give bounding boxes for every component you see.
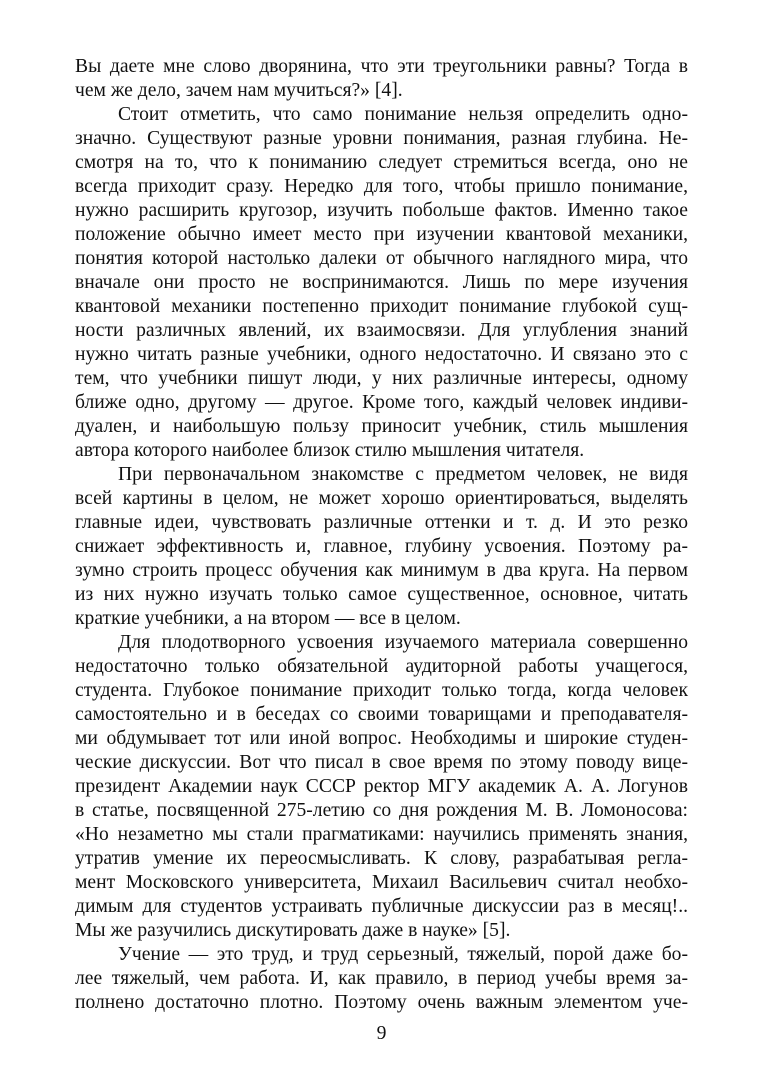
text-line: Учение — это труд, и труд серьезный, тяжелый, порой даже бо- bbox=[118, 944, 688, 965]
paragraph-1 bbox=[75, 55, 688, 103]
text-line: квантовой механики постепенно приходит понимание глубокой сущ- bbox=[75, 296, 688, 317]
text-line: краткие учебники, а на втором — все в целом. bbox=[75, 608, 461, 629]
text-line: нужно расширить кругозор, изучить побольше фактов. Именно такое bbox=[75, 200, 688, 221]
text-line: положение обычно имеет место при изучении квантовой механики, bbox=[75, 224, 688, 245]
text-line: мент Московского университета, Михаил Васильевич считал необхо- bbox=[75, 872, 688, 893]
text-line: Для плодотворного усвоения изучаемого материала совершенно bbox=[118, 632, 688, 653]
text-line: понятия которой настолько далеки от обычного наглядного мира, что bbox=[75, 248, 688, 269]
page-number: 9 bbox=[376, 1023, 387, 1044]
text-line: всей картины в целом, не может хорошо ориентироваться, выделять bbox=[75, 488, 688, 509]
text-line: вначале они просто не воспринимаются. Лишь по мере изучения bbox=[75, 272, 688, 293]
text-line: полнено достаточно плотно. Поэтому очень важным элементом уче- bbox=[75, 992, 688, 1013]
text-line: ности различных явлений, их взаимосвязи. Для углубления знаний bbox=[75, 320, 688, 341]
text-line: утратив умение их переосмысливать. К слову, разрабатывая регла- bbox=[75, 848, 688, 869]
text-line: чем же дело, зачем нам мучиться?» [4]. bbox=[75, 80, 403, 101]
text-line: смотря на то, что к пониманию следует стремиться всегда, оно не bbox=[75, 152, 688, 173]
text-line: «Но незаметно мы стали прагматиками: научились применять знания, bbox=[75, 824, 688, 845]
text-line: всегда приходит сразу. Нередко для того, чтобы пришло понимание, bbox=[75, 176, 688, 197]
text-line: ближе одно, другому — другое. Кроме того, каждый человек индиви- bbox=[75, 392, 688, 413]
text-line: нужно читать разные учебники, одного недостаточно. И связано это с bbox=[75, 344, 688, 365]
text-line: ми обдумывает тот или иной вопрос. Необходимы и широкие студен- bbox=[75, 728, 688, 749]
text-line: При первоначальном знакомстве с предметом человек, не видя bbox=[118, 464, 688, 485]
paragraph-3 bbox=[75, 463, 688, 631]
text-line: президент Академии наук СССР ректор МГУ академик А. А. Логунов bbox=[75, 776, 688, 797]
text-line: тем, что учебники пишут люди, у них различные интересы, одному bbox=[75, 368, 688, 389]
text-line: самостоятельно и в беседах со своими товарищами и преподавателя- bbox=[75, 704, 688, 725]
text-line: Мы же разучились дискутировать даже в науке» [5]. bbox=[75, 920, 511, 941]
text-line: зумно строить процесс обучения как минимум в два круга. На первом bbox=[75, 560, 688, 581]
paragraph-2 bbox=[75, 103, 688, 463]
text-line: студента. Глубокое понимание приходит только тогда, когда человек bbox=[75, 680, 688, 701]
paragraph-4 bbox=[75, 631, 688, 943]
text-line: автора которого наиболее близок стилю мышления читателя. bbox=[75, 440, 585, 461]
text-line: недостаточно только обязательной аудиторной работы учащегося, bbox=[75, 656, 688, 677]
text-line: Стоит отметить, что само понимание нельзя определить одно- bbox=[118, 104, 688, 125]
text-line: из них нужно изучать только самое существенное, основное, читать bbox=[75, 584, 688, 605]
text-line: Вы даете мне слово дворянина, что эти треугольники равны? Тогда в bbox=[75, 56, 688, 77]
text-line: лее тяжелый, чем работа. И, как правило, в период учебы время за- bbox=[75, 968, 688, 989]
text-line: ческие дискуссии. Вот что писал в свое время по этому поводу вице- bbox=[75, 752, 688, 773]
page-body bbox=[75, 55, 688, 1015]
text-line: главные идеи, чувствовать различные оттенки и т. д. И это резко bbox=[75, 512, 688, 533]
text-line: снижает эффективность и, главное, глубину усвоения. Поэтому ра- bbox=[75, 536, 688, 557]
text-line: в статье, посвященной 275-летию со дня рождения М. В. Ломоносова: bbox=[75, 800, 688, 821]
paragraph-5 bbox=[75, 943, 688, 1015]
text-line: значно. Существуют разные уровни понимания, разная глубина. Не- bbox=[75, 128, 688, 149]
text-line: димым для студентов устраивать публичные дискуссии раз в месяц!.. bbox=[75, 896, 688, 917]
text-line: дуален, и наибольшую пользу приносит учебник, стиль мышления bbox=[75, 416, 688, 437]
